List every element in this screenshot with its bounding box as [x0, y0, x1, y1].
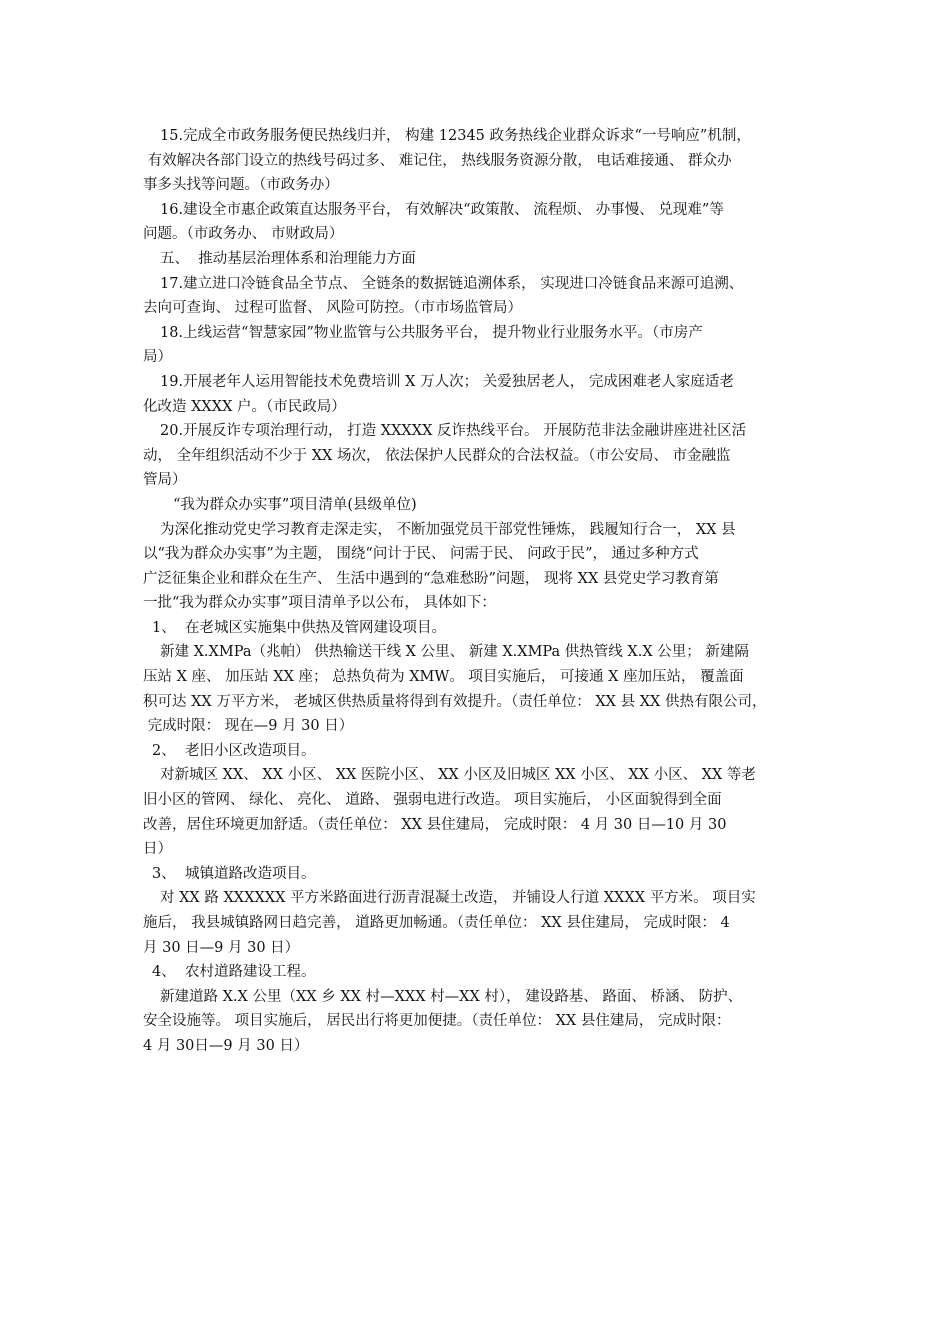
- text-line: 广泛征集企业和群众在生产、 生活中遇到的“急难愁盼”问题， 现将 XX 县党史学习教育第: [143, 570, 719, 587]
- document-page: [143, 124, 815, 1059]
- text-line: 15.完成全市政务服务便民热线归并， 构建 12345 政务热线企业群众诉求“一号响应”机制，: [160, 128, 751, 144]
- text-line: 施后， 我县城镇路网日趋完善， 道路更加畅通。（责任单位： XX 县住建局， 完成时限： 4: [143, 915, 730, 931]
- text-line: 积可达 XX 万平方米， 老城区供热质量将得到有效提升。（责任单位： XX 县 XX 供热有限公司，: [143, 693, 767, 710]
- text-line: 有效解决各部门设立的热线号码过多、 难记住， 热线服务资源分散， 电话难接通、 群众办: [143, 152, 732, 169]
- text-line: 1、 在老城区实施集中供热及管网建设项目。: [152, 619, 446, 636]
- text-line: 一批“我为群众办实事”项目清单予以公布， 具体如下：: [143, 595, 496, 612]
- text-line: 局）: [143, 349, 172, 366]
- text-line: 化改造 XXXX 户。（市民政局）: [143, 398, 346, 415]
- text-line: 压站 X 座、 加压站 XX 座； 总热负荷为 XMW。 项目实施后， 可接通 X 座加压站， 覆盖面: [143, 669, 744, 686]
- text-line: 17.建立进口冷链食品全节点、 全链条的数据链追溯体系， 实现进口冷链食品来源可追溯、: [160, 275, 744, 292]
- text-line: 2、 老旧小区改造项目。: [152, 742, 316, 759]
- text-line: 为深化推动党史学习教育走深走实， 不断加强党员干部党性锤炼， 践履知行合一， XX 县: [160, 521, 736, 538]
- text-line: 4、 农村道路建设工程。: [152, 964, 316, 981]
- text-line: “我为群众办实事”项目清单(县级单位): [173, 496, 417, 513]
- text-line: 改善，居住环境更加舒适。（责任单位： XX 县住建局， 完成时限： 4 月 30 日—10 月 30: [143, 816, 727, 833]
- text-line: 新建道路 X.X 公里（XX 乡 XX 村—XXX 村—XX 村）， 建设路基、 路面、 桥涵、 防护、: [160, 988, 743, 1005]
- text-line: 去向可查询、 过程可监督、 风险可防控。（市市场监管局）: [143, 300, 522, 317]
- text-line: 日）: [143, 841, 172, 858]
- text-line: 旧小区的管网、 绿化、 亮化、 道路、 强弱电进行改造。 项目实施后， 小区面貌得到全面: [143, 792, 722, 809]
- text-line: 问题。（市政务办、 市财政局）: [143, 226, 344, 243]
- text-line: 管局）: [143, 472, 187, 489]
- text-line: 完成时限： 现在—9 月 30 日）: [143, 718, 354, 735]
- text-line: 动， 全年组织活动不少于 XX 场次， 依法保护人民群众的合法权益。（市公安局、 市金融监: [143, 447, 731, 464]
- text-line: 事多头找等问题。（市政务办）: [143, 177, 339, 194]
- text-line: 月 30 日—9 月 30 日）: [143, 939, 300, 956]
- text-line: 4 月 30日—9 月 30 日）: [143, 1037, 309, 1054]
- text-line: 新建 X.XMPa（兆帕） 供热输送干线 X 公里、 新建 X.XMPa 供热管线 X.X 公里； 新建隔: [160, 644, 749, 661]
- text-line: 以“我为群众办实事”为主题， 围绕“问计于民、 问需于民、 问政于民”， 通过多种方式: [143, 546, 699, 563]
- text-line: 19.开展老年人运用智能技术免费培训 X 万人次； 关爱独居老人， 完成困难老人家庭适老: [160, 373, 734, 390]
- text-line: 3、 城镇道路改造项目。: [152, 865, 316, 882]
- text-line: 16.建设全市惠企政策直达服务平台， 有效解决“政策散、 流程烦、 办事慢、 兑现难”等: [160, 201, 724, 218]
- text-line: 18.上线运营“智慧家园”物业监管与公共服务平台， 提升物业行业服务水平。（市房产: [160, 324, 703, 341]
- text-line: 五、 推动基层治理体系和治理能力方面: [160, 250, 416, 267]
- text-line: 对新城区 XX、 XX 小区、 XX 医院小区、 XX 小区及旧城区 XX 小区、 XX 小区、 XX 等老: [160, 767, 756, 784]
- text-line: 20.开展反诈专项治理行动， 打造 XXXXX 反诈热线平台。 开展防范非法金融讲座进社区活: [160, 423, 747, 440]
- text-line: 安全设施等。 项目实施后， 居民出行将更加便捷。（责任单位： XX 县住建局， 完成时限：: [143, 1013, 731, 1030]
- text-line: 对 XX 路 XXXXXX 平方米路面进行沥青混凝土改造， 并铺设人行道 XXXX 平方米。 项目实: [160, 890, 756, 907]
